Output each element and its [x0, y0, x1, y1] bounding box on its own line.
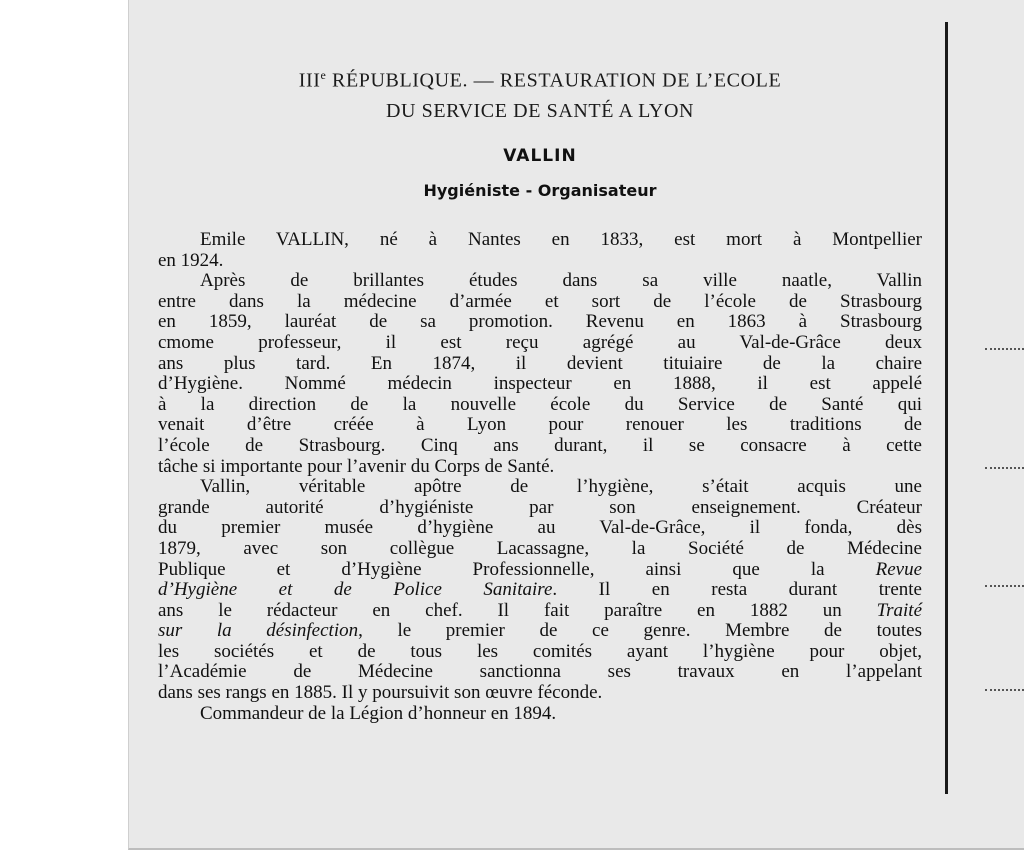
dotted-leader-2 — [985, 467, 1024, 469]
text-line: du premier musée d’hygiène au Val-de-Grâce, il fonda, dès — [158, 517, 922, 539]
text-line: en 1859, lauréat de sa promotion. Revenu en 1863 à Strasbourg — [158, 311, 922, 333]
text-line: à la direction de la nouvelle école du Service de Santé qui — [158, 393, 922, 415]
paragraph-1 — [158, 230, 922, 271]
text-line: entre dans la médecine d’armée et sort de l’école de Strasbourg — [158, 290, 922, 312]
text-line: tâche si importante pour l’avenir du Corps de Santé. — [158, 455, 555, 477]
paragraph-2 — [158, 271, 922, 477]
text-line: dans ses rangs en 1885. Il y poursuivit son œuvre féconde. — [158, 682, 603, 704]
document-title — [160, 60, 920, 126]
text-line: l’école de Strasbourg. Cinq ans durant, il se consacre à cette — [158, 434, 922, 456]
dotted-leader-3 — [985, 585, 1024, 587]
book-title: Traité — [876, 599, 922, 621]
journal-title: Revue — [875, 558, 922, 580]
journal-title: d’Hygiène et de Police Sanitaire — [158, 579, 553, 601]
text-line: sur la désinfection, le premier de ce genre. Membre de toutes — [158, 620, 922, 642]
text-line: ans plus tard. En 1874, il devient tituiaire de la chaire — [158, 352, 922, 374]
text-line: Commandeur de la Légion d’honneur en 1894. — [200, 702, 557, 724]
text-line: Vallin, véritable apôtre de l’hygiène, s’était acquis une — [200, 476, 922, 498]
text-line: 1879, avec son collègue Lacassagne, la Société de Médecine — [158, 537, 922, 559]
text-line: ans le rédacteur en chef. Il fait paraître en 1882 un Traité — [158, 599, 922, 621]
text-line: Après de brillantes études dans sa ville naatle, Vallin — [200, 270, 922, 292]
paragraph-3 — [158, 477, 922, 704]
title-line-2: DU SERVICE DE SANTÉ A LYON — [385, 99, 695, 122]
text-line: les sociétés et de tous les comités ayant l’hygiène pour objet, — [158, 640, 922, 662]
text-line: venait d’être créée à Lyon pour renouer les traditions de — [158, 414, 922, 436]
text-line: Publique et d’Hygiène Professionnelle, ainsi que la Revue — [158, 558, 922, 580]
paragraph-4 — [158, 704, 922, 725]
vertical-rule — [945, 22, 948, 794]
text-line: d’Hygiène. Nommé médecin inspecteur en 1888, il est appelé — [158, 373, 922, 395]
text-line: l’Académie de Médecine sanctionna ses travaux en l’appelant — [158, 661, 922, 683]
text-line: Emile VALLIN, né à Nantes en 1833, est mort à Montpellier — [200, 229, 922, 250]
text-line: en 1924. — [158, 249, 224, 271]
book-title: sur la désinfection — [158, 620, 359, 642]
dotted-leader-1 — [985, 348, 1024, 350]
biography-text — [158, 230, 922, 724]
person-subtitle: Hygiéniste - Organisateur — [423, 181, 657, 200]
title-line-1: IIIe RÉPUBLIQUE. — RESTAURATION DE L’ECOLE — [298, 68, 782, 92]
text-line: d’Hygiène et de Police Sanitaire. Il en resta durant trente — [158, 579, 922, 601]
text-line: grande autorité d’hygiéniste par son enseignement. Créateur — [158, 496, 922, 518]
person-name: VALLIN — [503, 146, 577, 166]
text-line: cmome professeur, il est reçu agrégé au Val-de-Grâce deux — [158, 331, 922, 353]
dotted-leader-4 — [985, 689, 1024, 691]
